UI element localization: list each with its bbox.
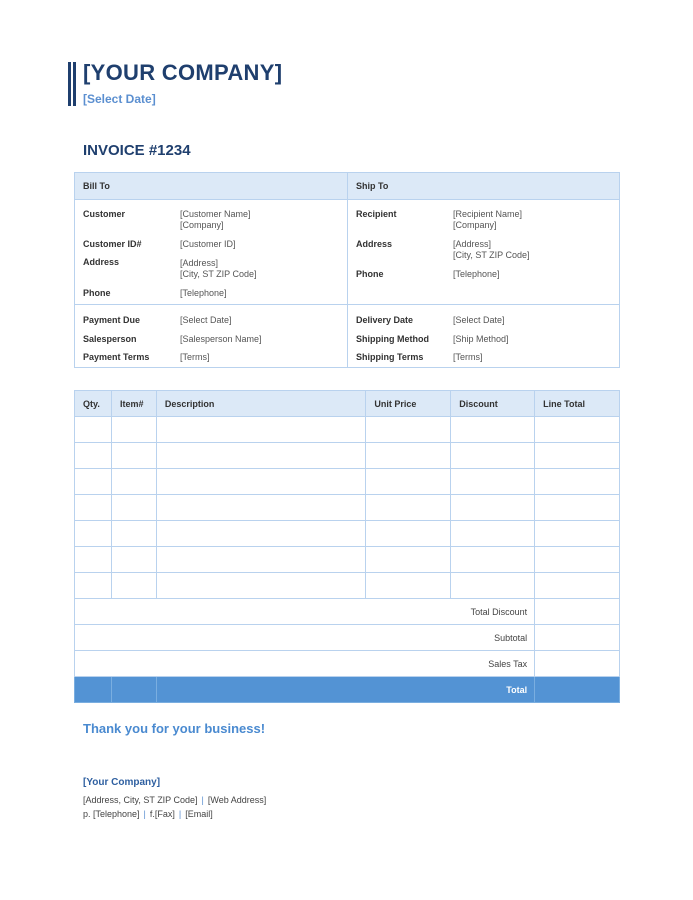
ship-address-value[interactable]: [Address] bbox=[453, 239, 492, 249]
line-total-cell[interactable] bbox=[535, 469, 620, 495]
footer-contact-line bbox=[83, 809, 213, 819]
thank-you-message: Thank you for your business! bbox=[83, 721, 266, 736]
recipient-name-value[interactable]: [Recipient Name] bbox=[453, 209, 523, 219]
footer-address-line bbox=[83, 795, 266, 805]
unit-price-cell[interactable] bbox=[366, 469, 451, 495]
separator: | bbox=[143, 809, 146, 819]
bill-phone-value[interactable]: [Telephone] bbox=[180, 288, 227, 298]
shipping-terms-label: Shipping Terms bbox=[356, 352, 424, 362]
billing-shipping-table bbox=[74, 172, 620, 368]
qty-cell[interactable] bbox=[75, 469, 112, 495]
line-item-row bbox=[75, 417, 620, 443]
customer-id-label: Customer ID# bbox=[83, 239, 142, 249]
discount-cell[interactable] bbox=[451, 495, 535, 521]
sales-tax-row bbox=[75, 651, 620, 677]
customer-company-value[interactable]: [Company] bbox=[180, 220, 224, 230]
item-number-cell[interactable] bbox=[111, 469, 156, 495]
line-total-cell[interactable] bbox=[535, 573, 620, 599]
separator: | bbox=[178, 809, 182, 819]
invoice-number[interactable]: INVOICE #1234 bbox=[83, 142, 191, 159]
shipping-terms-value[interactable]: [Terms] bbox=[453, 352, 483, 362]
qty-cell[interactable] bbox=[75, 547, 112, 573]
ship-city-value[interactable]: [City, ST ZIP Code] bbox=[453, 250, 530, 260]
description-cell[interactable] bbox=[156, 573, 366, 599]
description-cell[interactable] bbox=[156, 547, 366, 573]
footer-address[interactable]: [Address, City, ST ZIP Code] bbox=[83, 795, 198, 805]
row-divider bbox=[75, 304, 619, 305]
line-item-row bbox=[75, 521, 620, 547]
item-number-cell[interactable] bbox=[111, 443, 156, 469]
payment-terms-value[interactable]: [Terms] bbox=[180, 352, 210, 362]
line-total-cell[interactable] bbox=[535, 495, 620, 521]
description-cell[interactable] bbox=[156, 417, 366, 443]
recipient-company-value[interactable]: [Company] bbox=[453, 220, 497, 230]
shipping-method-label: Shipping Method bbox=[356, 334, 429, 344]
description-cell[interactable] bbox=[156, 443, 366, 469]
col-line-total: Line Total bbox=[535, 391, 620, 417]
unit-price-cell[interactable] bbox=[366, 573, 451, 599]
bill-city-value[interactable]: [City, ST ZIP Code] bbox=[180, 269, 257, 279]
line-total-cell[interactable] bbox=[535, 417, 620, 443]
col-discount: Discount bbox=[451, 391, 535, 417]
line-item-row bbox=[75, 443, 620, 469]
qty-cell[interactable] bbox=[75, 443, 112, 469]
recipient-label: Recipient bbox=[356, 209, 397, 219]
col-description: Description bbox=[156, 391, 366, 417]
discount-cell[interactable] bbox=[451, 547, 535, 573]
discount-cell[interactable] bbox=[451, 443, 535, 469]
unit-price-cell[interactable] bbox=[366, 417, 451, 443]
salesperson-value[interactable]: [Salesperson Name] bbox=[180, 334, 262, 344]
ship-phone-value[interactable]: [Telephone] bbox=[453, 269, 500, 279]
bill-to-heading: Bill To bbox=[83, 181, 110, 191]
column-divider bbox=[347, 173, 348, 367]
unit-price-cell[interactable] bbox=[366, 547, 451, 573]
footer-email[interactable]: [Email] bbox=[185, 809, 213, 819]
salesperson-label: Salesperson bbox=[83, 334, 137, 344]
discount-cell[interactable] bbox=[451, 469, 535, 495]
unit-price-cell[interactable] bbox=[366, 443, 451, 469]
invoice-date[interactable]: [Select Date] bbox=[83, 92, 156, 106]
qty-cell[interactable] bbox=[75, 417, 112, 443]
company-name[interactable]: [YOUR COMPANY] bbox=[83, 60, 283, 85]
col-unit-price: Unit Price bbox=[366, 391, 451, 417]
subtotal-row bbox=[75, 625, 620, 651]
total-discount-row bbox=[75, 599, 620, 625]
line-item-row bbox=[75, 547, 620, 573]
item-number-cell[interactable] bbox=[111, 547, 156, 573]
total-row-spacer bbox=[75, 677, 112, 703]
col-item-number: Item# bbox=[111, 391, 156, 417]
line-items-table bbox=[74, 390, 620, 703]
qty-cell[interactable] bbox=[75, 573, 112, 599]
total-row bbox=[75, 677, 620, 703]
ship-address-field[interactable] bbox=[453, 239, 530, 261]
unit-price-cell[interactable] bbox=[366, 495, 451, 521]
payment-terms-label: Payment Terms bbox=[83, 352, 150, 362]
qty-cell[interactable] bbox=[75, 495, 112, 521]
brand-accent-bars bbox=[68, 62, 78, 106]
customer-name-field[interactable] bbox=[180, 209, 251, 231]
separator: | bbox=[201, 795, 204, 805]
description-cell[interactable] bbox=[156, 521, 366, 547]
customer-id-value[interactable]: [Customer ID] bbox=[180, 239, 236, 249]
footer-company[interactable]: [Your Company] bbox=[83, 777, 161, 788]
ship-phone-label: Phone bbox=[356, 269, 384, 279]
qty-cell[interactable] bbox=[75, 521, 112, 547]
discount-cell[interactable] bbox=[451, 417, 535, 443]
item-number-cell[interactable] bbox=[111, 521, 156, 547]
discount-cell[interactable] bbox=[451, 573, 535, 599]
line-item-row bbox=[75, 469, 620, 495]
bill-phone-label: Phone bbox=[83, 288, 111, 298]
sales-tax-label: Sales Tax bbox=[75, 651, 535, 677]
col-qty: Qty. bbox=[75, 391, 112, 417]
total-discount-label: Total Discount bbox=[75, 599, 535, 625]
unit-price-cell[interactable] bbox=[366, 521, 451, 547]
line-total-cell[interactable] bbox=[535, 443, 620, 469]
delivery-date-value[interactable]: [Select Date] bbox=[453, 315, 505, 325]
line-item-row bbox=[75, 495, 620, 521]
ship-address-label: Address bbox=[356, 239, 393, 249]
line-total-cell[interactable] bbox=[535, 521, 620, 547]
subtotal-label: Subtotal bbox=[75, 625, 535, 651]
ship-to-heading: Ship To bbox=[356, 181, 389, 191]
items-header-row bbox=[75, 391, 620, 417]
shipping-method-value[interactable]: [Ship Method] bbox=[453, 334, 509, 344]
discount-cell[interactable] bbox=[451, 521, 535, 547]
footer-web-address[interactable]: [Web Address] bbox=[207, 795, 267, 805]
customer-label: Customer bbox=[83, 209, 126, 219]
item-number-cell[interactable] bbox=[111, 417, 156, 443]
item-number-cell[interactable] bbox=[111, 573, 156, 599]
payment-due-label: Payment Due bbox=[83, 315, 141, 325]
delivery-date-label: Delivery Date bbox=[356, 315, 414, 325]
total-label: Total bbox=[156, 677, 534, 703]
sales-tax-value[interactable] bbox=[535, 651, 620, 677]
line-item-row bbox=[75, 573, 620, 599]
item-number-cell[interactable] bbox=[111, 495, 156, 521]
total-row-spacer bbox=[111, 677, 156, 703]
payment-due-value[interactable]: [Select Date] bbox=[180, 315, 232, 325]
bill-address-value[interactable]: [Address] bbox=[180, 258, 219, 268]
description-cell[interactable] bbox=[156, 469, 366, 495]
footer-fax[interactable]: f.[Fax] bbox=[149, 809, 175, 819]
total-value[interactable] bbox=[535, 677, 620, 703]
total-discount-value[interactable] bbox=[535, 599, 620, 625]
line-total-cell[interactable] bbox=[535, 547, 620, 573]
bill-address-field[interactable] bbox=[180, 258, 257, 280]
description-cell[interactable] bbox=[156, 495, 366, 521]
recipient-field[interactable] bbox=[453, 209, 522, 231]
footer-phone[interactable]: p. [Telephone] bbox=[83, 809, 140, 819]
bill-address-label: Address bbox=[83, 257, 120, 267]
customer-name-value[interactable]: [Customer Name] bbox=[180, 209, 251, 219]
subtotal-value[interactable] bbox=[535, 625, 620, 651]
